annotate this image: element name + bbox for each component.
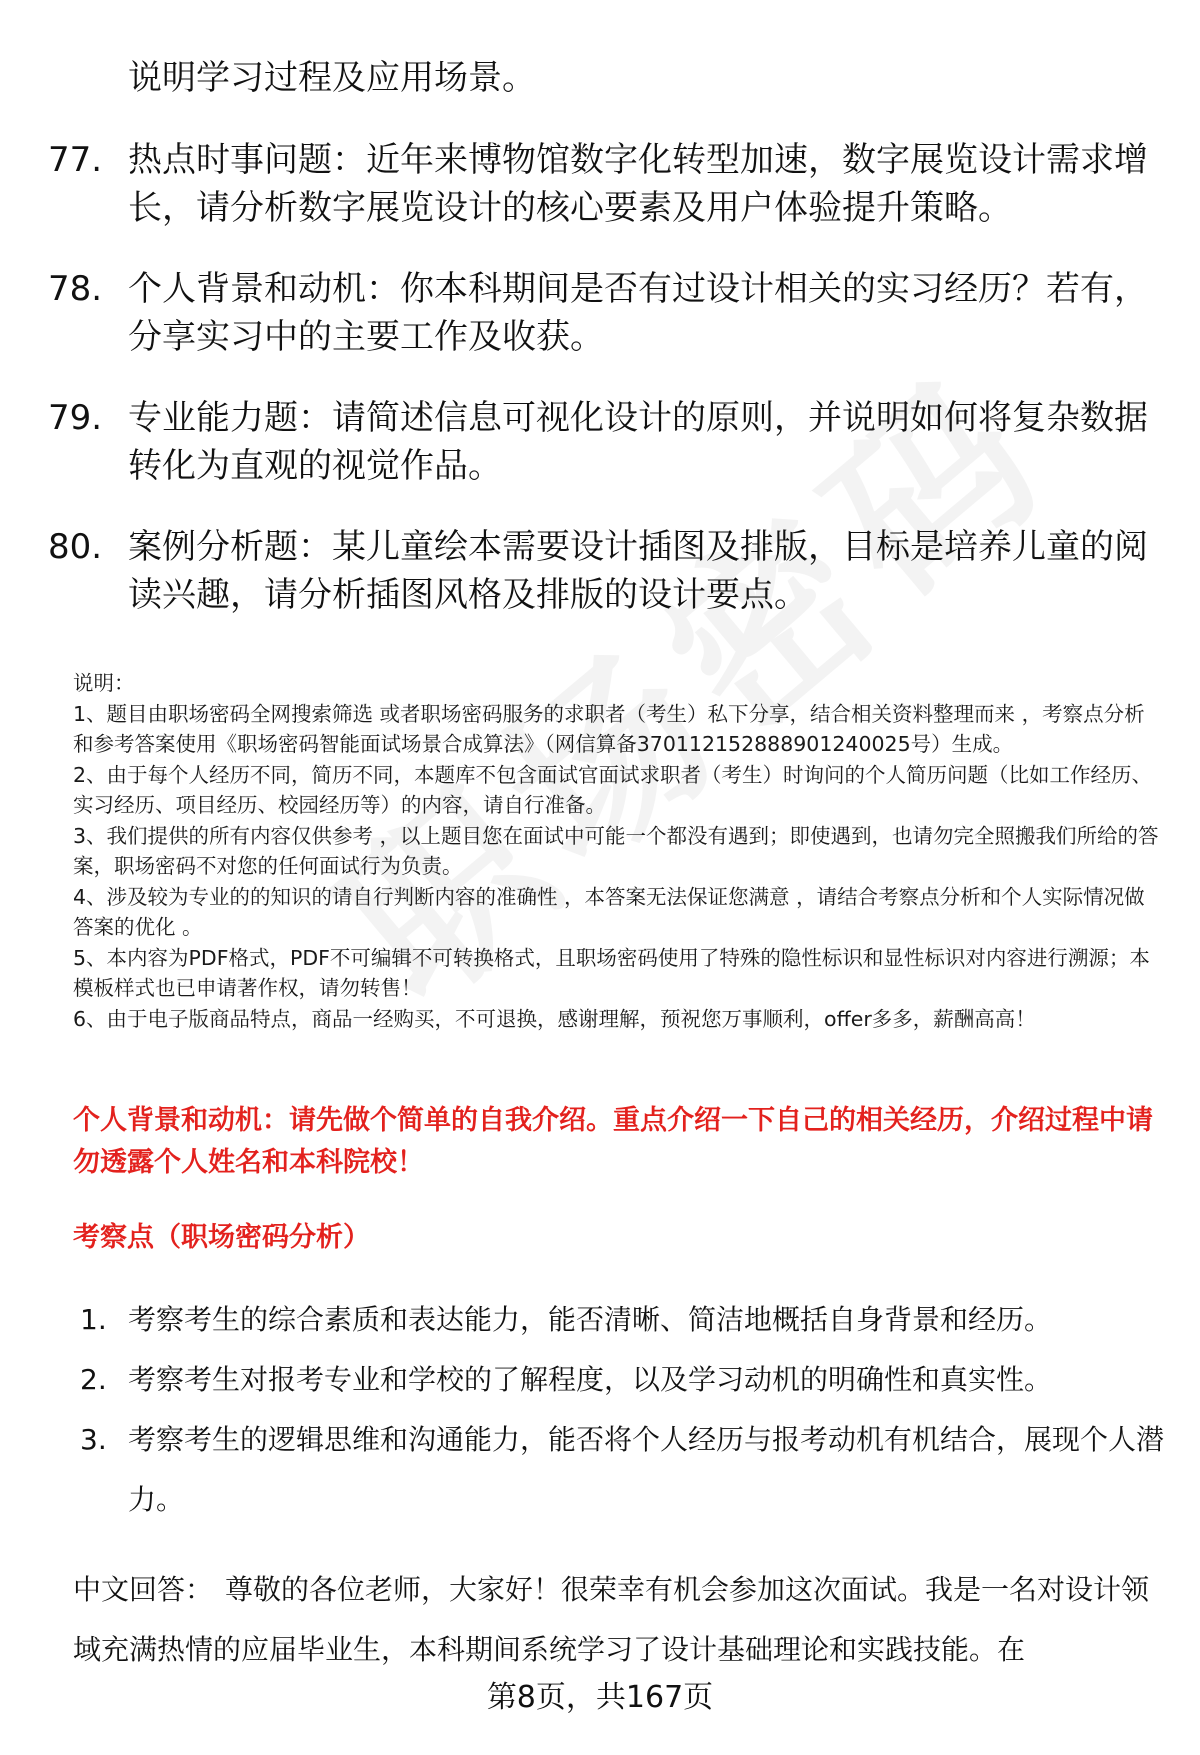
question-item (48, 523, 1158, 619)
point-number: 3. (80, 1423, 107, 1456)
point-item (80, 1290, 1170, 1350)
point-text: 考察考生的逻辑思维和沟通能力，能否将个人经历与报考动机有机结合，展现个人潜力。 (128, 1423, 1165, 1516)
question-number: 80. (48, 527, 103, 567)
answer-label: 中文回答： (73, 1573, 214, 1606)
notes-heading: 说明： (73, 671, 135, 695)
note-item: 3、我们提供的所有内容仅供参考 ，以上题目您在面试中可能一个都没有遇到；即使遇到，也请勿完全照搬我们所给的答案，职场密码不对您的任何面试行为负责。 (73, 823, 1159, 878)
points-list (80, 1290, 1170, 1530)
question-continuation: 说明学习过程及应用场景。 (128, 58, 536, 98)
question-item (48, 394, 1158, 490)
note-item: 2、由于每个人经历不同，简历不同，本题库不包含面试官面试求职者（考生）时询问的个人简历问题（比如工作经历、实习经历、项目经历、校园经历等）的内容，请自行准备。 (73, 762, 1153, 817)
note-item: 4、涉及较为专业的的知识的请自行判断内容的准确性 ，本答案无法保证您满意 ，请结合考察点分析和个人实际情况做答案的优化 。 (73, 884, 1145, 939)
answer-text: 尊敬的各位老师，大家好！很荣幸有机会参加这次面试。我是一名对设计领域充满热情的应届毕业生，本科期间系统学习了设计基础理论和实践技能。在 (73, 1573, 1150, 1666)
notes-section (73, 668, 1163, 1034)
note-item: 1、题目由职场密码全网搜索筛选 或者职场密码服务的求职者（考生）私下分享，结合相关资料整理而来 ，考察点分析和参考答案使用《职场密码智能面试场景合成算法》（网信算备370112152888901240025号）生成。 (73, 701, 1145, 756)
question-number: 78. (48, 269, 103, 309)
question-number: 79. (48, 398, 103, 438)
question-number: 77. (48, 140, 103, 180)
page-footer: 第8页，共167页 (486, 1680, 714, 1715)
points-heading: 考察点（职场密码分析） (73, 1222, 370, 1253)
question-text: 热点时事问题：近年来博物馆数字化转型加速，数字展览设计需求增长，请分析数字展览设计的核心要素及用户体验提升策略。 (128, 140, 1148, 228)
point-number: 2. (80, 1363, 107, 1396)
question-text: 个人背景和动机：你本科期间是否有过设计相关的实习经历？若有，分享实习中的主要工作及收获。 (128, 269, 1148, 357)
highlight-question: 个人背景和动机：请先做个简单的自我介绍。重点介绍一下自己的相关经历，介绍过程中请勿透露个人姓名和本科院校！ (73, 1105, 1153, 1178)
question-item (48, 136, 1158, 232)
point-text: 考察考生对报考专业和学校的了解程度，以及学习动机的明确性和真实性。 (128, 1363, 1053, 1396)
point-item (80, 1350, 1170, 1410)
point-number: 1. (80, 1303, 107, 1336)
question-list (48, 136, 1158, 652)
question-item (48, 265, 1158, 361)
question-text: 案例分析题：某儿童绘本需要设计插图及排版，目标是培养儿童的阅读兴趣，请分析插图风格及排版的设计要点。 (128, 527, 1148, 615)
point-item (80, 1410, 1170, 1530)
note-item: 6、由于电子版商品特点，商品一经购买，不可退换，感谢理解，预祝您万事顺利，offer多多，薪酬高高！ (73, 1006, 1036, 1031)
point-text: 考察考生的综合素质和表达能力，能否清晰、简洁地概括自身背景和经历。 (128, 1303, 1053, 1336)
answer-paragraph (73, 1560, 1163, 1680)
note-item: 5、本内容为PDF格式，PDF不可编辑不可转换格式，且职场密码使用了特殊的隐性标识和显性标识对内容进行溯源；本模板样式也已申请著作权，请勿转售！ (73, 945, 1150, 1000)
question-text: 专业能力题：请简述信息可视化设计的原则，并说明如何将复杂数据转化为直观的视觉作品。 (128, 398, 1148, 486)
